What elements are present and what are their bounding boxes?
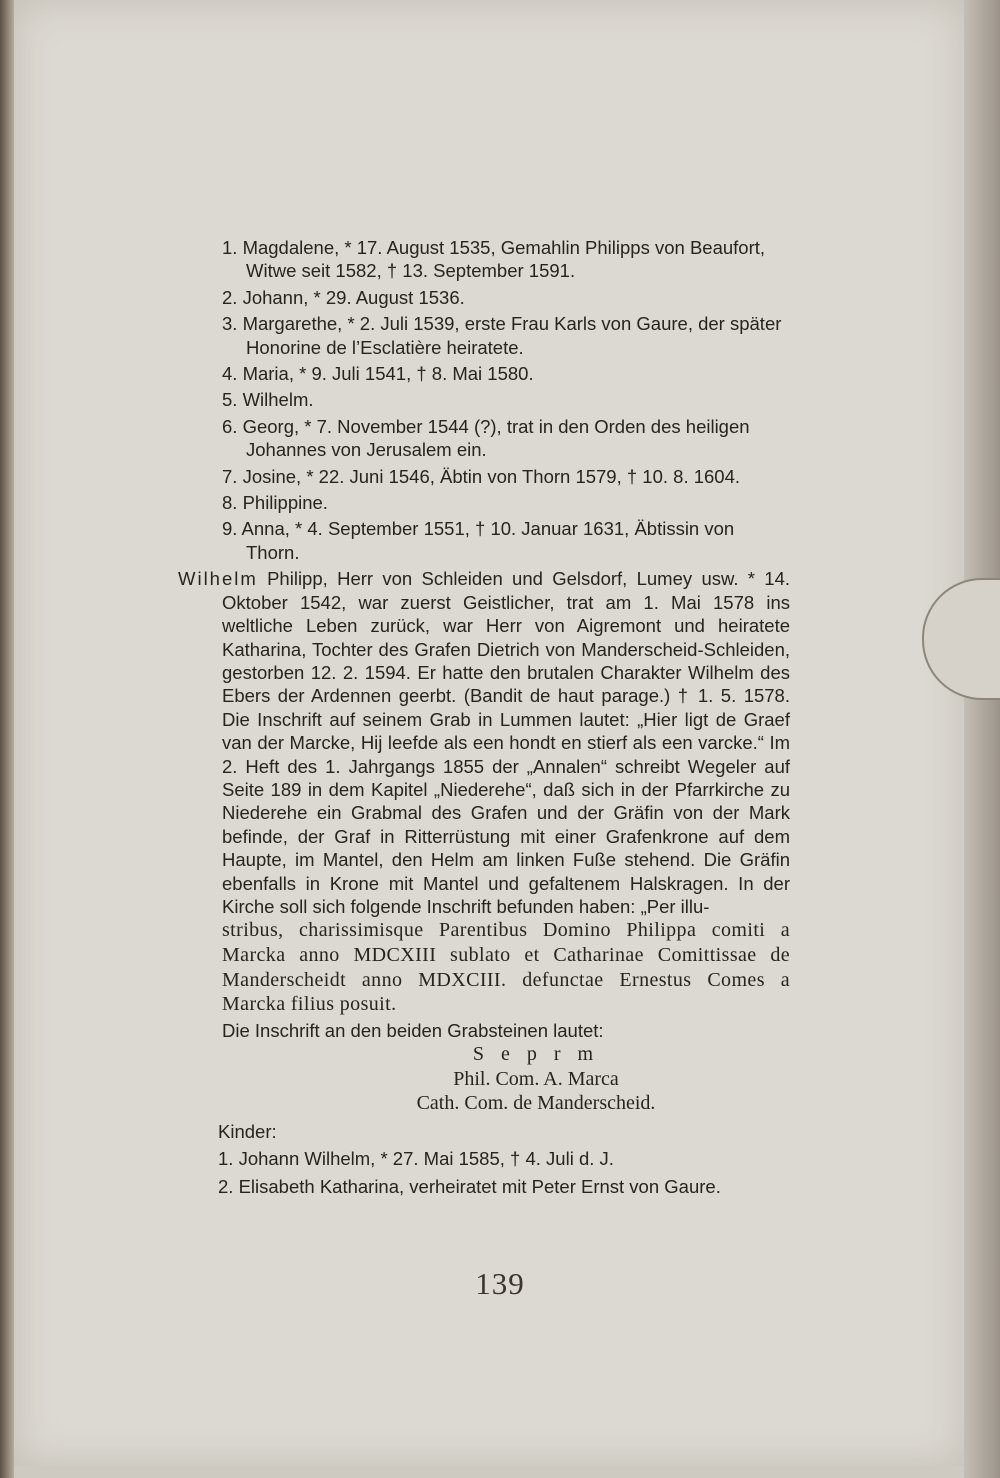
- list-item: 6. Georg, * 7. November 1544 (?), trat in den Orden des heiligen Johannes von Jerusalem ein.: [222, 415, 750, 461]
- grave-intro: Die Inschrift an den beiden Grabsteinen lautet:: [222, 1019, 604, 1041]
- kinder-label: Kinder:: [218, 1120, 277, 1142]
- list-item: 4. Maria, * 9. Juli 1541, † 8. Mai 1580.: [222, 363, 534, 385]
- child-item: 1. Johann Wilhelm, * 27. Mai 1585, † 4. Juli d. J.: [218, 1148, 614, 1170]
- latin-inscription: stribus, charissimisque Parentibus Domino Philippa comiti a Marcka anno MDCXIII sublato et Catharinae Comittissae de Manderscheidt anno MDXCIII. defunctae Ernestus Comes a Marcka filius posuit.: [222, 919, 790, 1016]
- list-item: 2. Johann, * 29. August 1536.: [222, 286, 465, 308]
- page-text: [178, 236, 790, 1198]
- list-item: 9. Anna, * 4. September 1551, † 10. Januar 1631, Äbtissin von Thorn.: [222, 518, 735, 563]
- list-item: 1. Magdalene, * 17. August 1535, Gemahlin Philipps von Beaufort, Witwe seit 1582, † 13. September 1591.: [222, 237, 766, 282]
- page-edge: [964, 0, 1000, 1478]
- list-item: 3. Margarethe, * 2. Juli 1539, erste Frau Karls von Gaure, der später Honorine de l’Esclatière heiratete.: [222, 313, 782, 358]
- list-item: 7. Josine, * 22. Juni 1546, Äbtin von Thorn 1579, † 10. 8. 1604.: [222, 465, 741, 487]
- book-spine: [0, 0, 14, 1478]
- entry-text: Philipp, Herr von Schleiden und Gelsdorf, Lumey usw. * 14. Oktober 1542, war zuerst Geistlicher, trat am 1. Mai 1578 ins weltliche Leben zurück, war Herr von Aigremont und heiratete Katharina, Tochter des Grafen Dietrich von Manderscheid-Schleiden, gestorben 12. 2. 1594. Er hatte den brutalen Charakter Wilhelm des Ebers der Ardennen geerbt. (Bandit de haut parage.) † 1. 5. 1578. Die Inschrift auf seinem Grab in Lummen lautet: „Hier ligt de Graef van der Marcke, Hij leefde als een hondt en stierf als een varcke.“ Im 2. Heft des 1. Jahrgangs 1855 der „Annalen“ schreibt Wegeler auf Seite 189 in dem Kapitel „Niederehe“, daß sich in der Pfarrkirche zu Niederehe ein Grabmal des Grafen und der Gräfin von der Mark befinde, der Graf in Ritterrüstung mit einer Grafenkrone auf dem Haupte, im Mantel, den Helm am linken Fuße stehend. Die Gräfin ebenfalls in Krone mit Mantel und gefaltenem Halskragen. In der Kirche soll sich folgende Inschrift befunden haben: „Per illu-: [222, 568, 790, 917]
- grave-line: S e p r m: [472, 1043, 600, 1066]
- list-item: 5. Wilhelm.: [222, 389, 314, 411]
- grave-line: Cath. Com. de Manderscheid.: [416, 1092, 656, 1115]
- grave-line: Phil. Com. A. Marca: [453, 1067, 619, 1090]
- list-item: 8. Philippine.: [222, 492, 328, 514]
- page-number: 139: [475, 1266, 525, 1301]
- entry-lead-name: Wilhelm: [178, 568, 258, 590]
- child-item: 2. Elisabeth Katharina, verheiratet mit Peter Ernst von Gaure.: [218, 1175, 721, 1197]
- wilhelm-philipp-entry: [178, 567, 790, 918]
